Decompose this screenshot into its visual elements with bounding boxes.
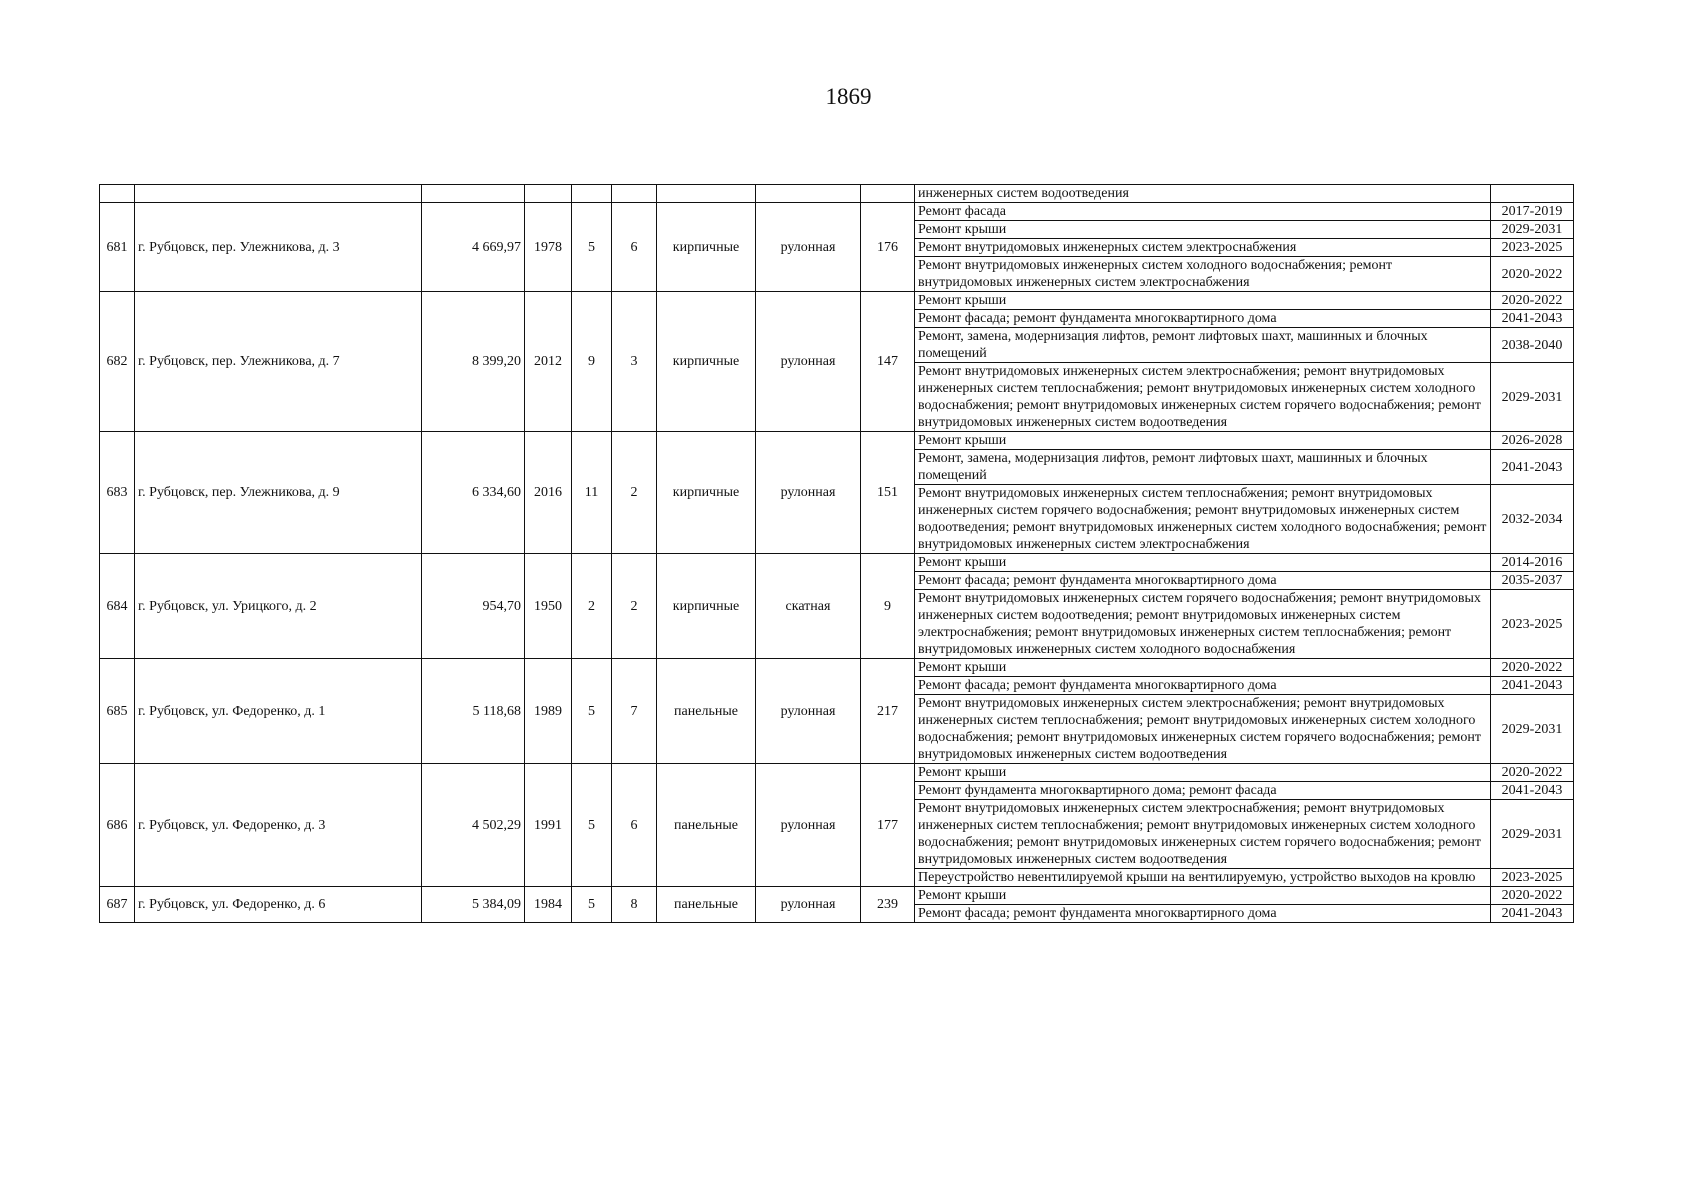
house-address: г. Рубцовск, ул. Федоренко, д. 1 — [135, 659, 422, 764]
wall-material: кирпичные — [657, 203, 756, 292]
wall-material: панельные — [657, 659, 756, 764]
house-number: 687 — [100, 887, 135, 923]
work-period: 2023-2025 — [1491, 869, 1574, 887]
entrance-count: 6 — [612, 764, 657, 887]
cell-empty — [422, 185, 525, 203]
work-period: 2029-2031 — [1491, 800, 1574, 869]
table-row — [100, 292, 1574, 310]
roof-type: рулонная — [756, 659, 861, 764]
house-number: 686 — [100, 764, 135, 887]
work-period: 2041-2043 — [1491, 782, 1574, 800]
work-description: Переустройство невентилируемой крыши на вентилируемую, устройство выходов на кровлю — [915, 869, 1491, 887]
table-row-continuation — [100, 185, 1574, 203]
cell-empty — [572, 185, 612, 203]
work-period: 2041-2043 — [1491, 310, 1574, 328]
table-body — [100, 185, 1574, 923]
floor-count: 2 — [572, 554, 612, 659]
house-address: г. Рубцовск, пер. Улежникова, д. 9 — [135, 432, 422, 554]
work-period: 2041-2043 — [1491, 677, 1574, 695]
work-period: 2029-2031 — [1491, 221, 1574, 239]
house-address: г. Рубцовск, ул. Федоренко, д. 3 — [135, 764, 422, 887]
wall-material: панельные — [657, 887, 756, 923]
page-number: 1869 — [825, 84, 872, 109]
work-period: 2032-2034 — [1491, 485, 1574, 554]
roof-type: рулонная — [756, 887, 861, 923]
build-year: 2012 — [525, 292, 572, 432]
floor-count: 9 — [572, 292, 612, 432]
floor-count: 11 — [572, 432, 612, 554]
work-description: Ремонт фасада; ремонт фундамента многоквартирного дома — [915, 310, 1491, 328]
entrance-count: 6 — [612, 203, 657, 292]
build-year: 1950 — [525, 554, 572, 659]
wall-material: панельные — [657, 764, 756, 887]
wall-material: кирпичные — [657, 432, 756, 554]
house-address: г. Рубцовск, ул. Урицкого, д. 2 — [135, 554, 422, 659]
work-period: 2038-2040 — [1491, 328, 1574, 363]
work-period: 2017-2019 — [1491, 203, 1574, 221]
house-number: 684 — [100, 554, 135, 659]
house-number: 683 — [100, 432, 135, 554]
floor-count: 5 — [572, 887, 612, 923]
roof-type: рулонная — [756, 432, 861, 554]
build-year: 2016 — [525, 432, 572, 554]
table-row — [100, 554, 1574, 572]
work-period: 2026-2028 — [1491, 432, 1574, 450]
floor-count: 5 — [572, 659, 612, 764]
work-period: 2029-2031 — [1491, 363, 1574, 432]
wall-material: кирпичные — [657, 554, 756, 659]
cell-empty — [756, 185, 861, 203]
entrance-count: 3 — [612, 292, 657, 432]
entrance-count: 7 — [612, 659, 657, 764]
house-number: 682 — [100, 292, 135, 432]
table-row — [100, 659, 1574, 677]
table-row — [100, 203, 1574, 221]
build-year: 1978 — [525, 203, 572, 292]
total-area: 5 384,09 — [422, 887, 525, 923]
resident-count: 176 — [861, 203, 915, 292]
work-period: 2020-2022 — [1491, 659, 1574, 677]
table-row — [100, 432, 1574, 450]
cell-empty — [100, 185, 135, 203]
work-description: Ремонт крыши — [915, 659, 1491, 677]
resident-count: 9 — [861, 554, 915, 659]
work-period: 2020-2022 — [1491, 887, 1574, 905]
cell-empty — [861, 185, 915, 203]
table-row — [100, 764, 1574, 782]
work-description: Ремонт фасада; ремонт фундамента многоквартирного дома — [915, 905, 1491, 923]
work-period: 2014-2016 — [1491, 554, 1574, 572]
work-description: Ремонт, замена, модернизация лифтов, ремонт лифтовых шахт, машинных и блочных помещений — [915, 450, 1491, 485]
roof-type: рулонная — [756, 203, 861, 292]
house-number: 681 — [100, 203, 135, 292]
wall-material: кирпичные — [657, 292, 756, 432]
work-description: Ремонт крыши — [915, 554, 1491, 572]
resident-count: 147 — [861, 292, 915, 432]
roof-type: скатная — [756, 554, 861, 659]
floor-count: 5 — [572, 203, 612, 292]
work-description: Ремонт крыши — [915, 887, 1491, 905]
roof-type: рулонная — [756, 292, 861, 432]
work-period: 2020-2022 — [1491, 764, 1574, 782]
work-description: Ремонт крыши — [915, 292, 1491, 310]
entrance-count: 8 — [612, 887, 657, 923]
work-period: 2020-2022 — [1491, 257, 1574, 292]
work-period: 2020-2022 — [1491, 292, 1574, 310]
entrance-count: 2 — [612, 432, 657, 554]
work-period: 2035-2037 — [1491, 572, 1574, 590]
total-area: 8 399,20 — [422, 292, 525, 432]
house-address: г. Рубцовск, пер. Улежникова, д. 7 — [135, 292, 422, 432]
cell-empty — [135, 185, 422, 203]
floor-count: 5 — [572, 764, 612, 887]
work-description: Ремонт внутридомовых инженерных систем электроснабжения; ремонт внутридомовых инженерных систем теплоснабжения; ремонт внутридомовых инженерных систем холодного водоснабжения; ремонт внутридомовых инженерных систем горячего водоснабжения; ремонт внутридомовых инженерных систем водоотведения — [915, 800, 1491, 869]
total-area: 6 334,60 — [422, 432, 525, 554]
work-period: 2041-2043 — [1491, 450, 1574, 485]
work-description: Ремонт внутридомовых инженерных систем горячего водоснабжения; ремонт внутридомовых инженерных систем водоотведения; ремонт внутридомовых инженерных систем электроснабжения; ремонт внутридомовых инженерных систем теплоснабжения; ремонт внутридомовых инженерных систем холодного водоснабжения — [915, 590, 1491, 659]
house-address: г. Рубцовск, пер. Улежникова, д. 3 — [135, 203, 422, 292]
cell-empty — [657, 185, 756, 203]
work-description: Ремонт крыши — [915, 764, 1491, 782]
work-description: инженерных систем водоотведения — [915, 185, 1491, 203]
total-area: 4 502,29 — [422, 764, 525, 887]
work-period: 2023-2025 — [1491, 239, 1574, 257]
work-description: Ремонт фундамента многоквартирного дома; ремонт фасада — [915, 782, 1491, 800]
resident-count: 151 — [861, 432, 915, 554]
work-description: Ремонт внутридомовых инженерных систем электроснабжения; ремонт внутридомовых инженерных систем теплоснабжения; ремонт внутридомовых инженерных систем холодного водоснабжения; ремонт внутридомовых инженерных систем горячего водоснабжения; ремонт внутридомовых инженерных систем водоотведения — [915, 363, 1491, 432]
resident-count: 239 — [861, 887, 915, 923]
work-description: Ремонт фасада — [915, 203, 1491, 221]
cell-empty — [525, 185, 572, 203]
build-year: 1989 — [525, 659, 572, 764]
repair-schedule-table — [99, 184, 1574, 923]
work-description: Ремонт, замена, модернизация лифтов, ремонт лифтовых шахт, машинных и блочных помещений — [915, 328, 1491, 363]
house-number: 685 — [100, 659, 135, 764]
work-period: 2023-2025 — [1491, 590, 1574, 659]
work-description: Ремонт внутридомовых инженерных систем холодного водоснабжения; ремонт внутридомовых инженерных систем электроснабжения — [915, 257, 1491, 292]
cell-empty — [612, 185, 657, 203]
house-address: г. Рубцовск, ул. Федоренко, д. 6 — [135, 887, 422, 923]
resident-count: 177 — [861, 764, 915, 887]
work-description: Ремонт фасада; ремонт фундамента многоквартирного дома — [915, 677, 1491, 695]
table-row — [100, 887, 1574, 905]
work-description: Ремонт внутридомовых инженерных систем электроснабжения — [915, 239, 1491, 257]
work-period: 2029-2031 — [1491, 695, 1574, 764]
entrance-count: 2 — [612, 554, 657, 659]
work-period: 2041-2043 — [1491, 905, 1574, 923]
build-year: 1991 — [525, 764, 572, 887]
work-description: Ремонт внутридомовых инженерных систем теплоснабжения; ремонт внутридомовых инженерных систем горячего водоснабжения; ремонт внутридомовых инженерных систем водоотведения; ремонт внутридомовых инженерных систем холодного водоснабжения; ремонт внутридомовых инженерных систем электроснабжения — [915, 485, 1491, 554]
total-area: 5 118,68 — [422, 659, 525, 764]
build-year: 1984 — [525, 887, 572, 923]
work-description: Ремонт крыши — [915, 221, 1491, 239]
resident-count: 217 — [861, 659, 915, 764]
work-period — [1491, 185, 1574, 203]
total-area: 4 669,97 — [422, 203, 525, 292]
work-description: Ремонт внутридомовых инженерных систем электроснабжения; ремонт внутридомовых инженерных систем теплоснабжения; ремонт внутридомовых инженерных систем холодного водоснабжения; ремонт внутридомовых инженерных систем горячего водоснабжения; ремонт внутридомовых инженерных систем водоотведения — [915, 695, 1491, 764]
roof-type: рулонная — [756, 764, 861, 887]
work-description: Ремонт крыши — [915, 432, 1491, 450]
work-description: Ремонт фасада; ремонт фундамента многоквартирного дома — [915, 572, 1491, 590]
total-area: 954,70 — [422, 554, 525, 659]
